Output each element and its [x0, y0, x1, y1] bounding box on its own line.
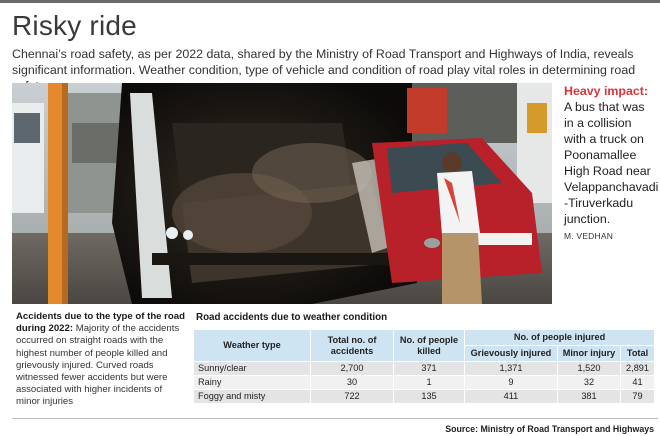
grievous-cell: 1,371 — [465, 362, 558, 376]
total-cell: 2,700 — [311, 362, 394, 376]
page-title: Risky ride — [12, 10, 137, 41]
road-type-note — [16, 311, 188, 409]
table-row — [194, 376, 655, 390]
road-type-heading: Accidents due to the type of the road during 2022: — [16, 311, 185, 335]
grievous-cell: 411 — [465, 390, 558, 404]
header-grievously-injured: Grievously injured — [465, 346, 558, 362]
top-rule — [0, 0, 660, 3]
photo-credit: M. VEDHAN — [564, 231, 614, 241]
header-weather-type: Weather type — [194, 330, 311, 362]
caption-text: A bus that was in a collision with a truck on Poonamallee High Road near Velappanchavadi -Tiruverkadu junction. — [564, 100, 659, 226]
header-people-injured: No. of people injured — [465, 330, 655, 346]
table-title: Road accidents due to weather condition — [196, 312, 388, 323]
grievous-cell: 9 — [465, 376, 558, 390]
killed-cell: 135 — [394, 390, 465, 404]
caption-heading: Heavy impact: — [564, 84, 649, 98]
weather-cell: Rainy — [194, 376, 311, 390]
source-line: Source: Ministry of Road Transport and Highways — [445, 424, 654, 434]
header-minor-injury: Minor injury — [557, 346, 620, 362]
photo-caption — [564, 83, 659, 241]
header-people-killed: No. of people killed — [394, 330, 465, 362]
weather-accidents-table — [193, 329, 655, 404]
header-total-accidents: Total no. of accidents — [311, 330, 394, 362]
weather-cell: Foggy and misty — [194, 390, 311, 404]
weather-cell: Sunny/clear — [194, 362, 311, 376]
total-cell: 722 — [311, 390, 394, 404]
road-type-body: Majority of the accidents occurred on straight roads with the highest number of people killed and grievously injured. Curved roads witnessed fewer accidents but were associated with higher incidents of minor injuries — [16, 323, 180, 408]
footer-rule — [12, 418, 658, 419]
minor-cell: 32 — [557, 376, 620, 390]
table-row — [194, 390, 655, 404]
killed-cell: 1 — [394, 376, 465, 390]
total-cell: 30 — [311, 376, 394, 390]
killed-cell: 371 — [394, 362, 465, 376]
minor-cell: 381 — [557, 390, 620, 404]
minor-cell: 1,520 — [557, 362, 620, 376]
header-injured-total: Total — [621, 346, 655, 362]
injured-total-cell: 79 — [621, 390, 655, 404]
table-row — [194, 362, 655, 376]
injured-total-cell: 2,891 — [621, 362, 655, 376]
news-photo — [12, 83, 552, 304]
injured-total-cell: 41 — [621, 376, 655, 390]
standfirst: Chennai’s road safety, as per 2022 data, shared by the Ministry of Road Transport and Highways of India, reveals significant information. Weather condition, type of vehicle and condition of road play vital roles in determining road — [12, 47, 636, 77]
